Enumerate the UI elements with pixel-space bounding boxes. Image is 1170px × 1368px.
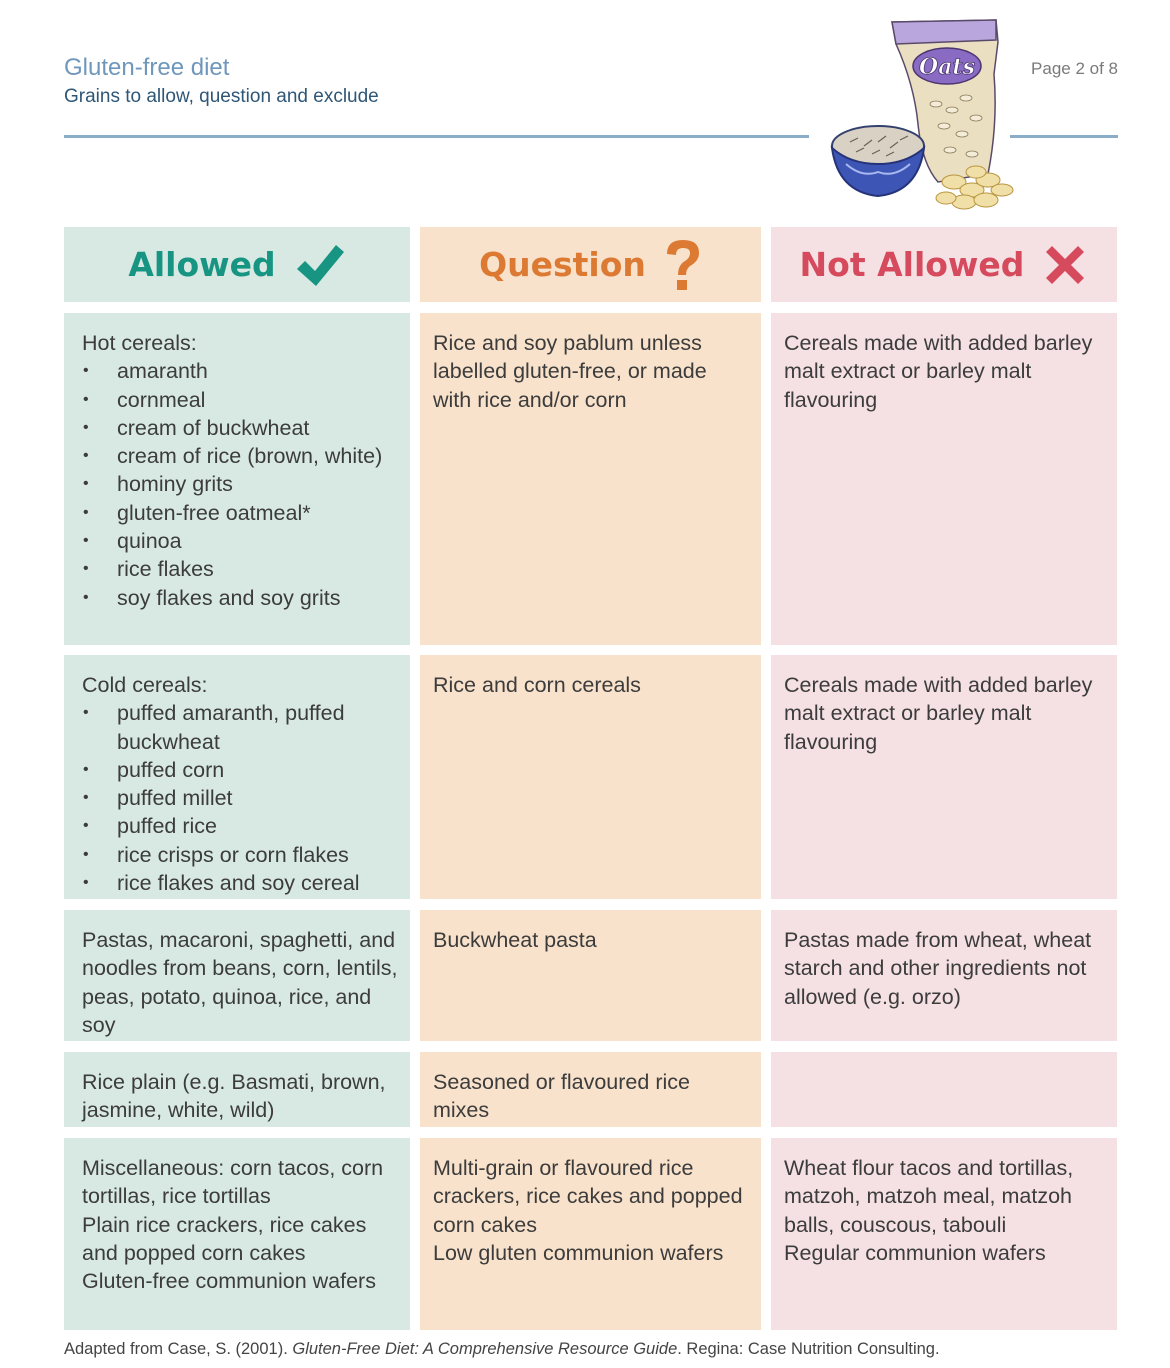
cold-cereals-heading: Cold cereals: xyxy=(82,673,208,697)
cell-line: Miscellaneous: corn tacos, corn tortillas, rice tortillas xyxy=(82,1156,384,1209)
row-3-not-allowed-cell: Pastas made from wheat, wheat starch and other ingredients not allowed (e.g. orzo) xyxy=(771,910,1117,1041)
row-5-allowed-cell xyxy=(64,1138,410,1330)
cell-line: Regular communion wafers xyxy=(784,1240,1046,1265)
hot-cereals-heading: Hot cereals: xyxy=(82,331,197,355)
citation-text: Adapted from Case, S. (2001). xyxy=(64,1340,293,1358)
row-1-not-allowed-cell: Cereals made with added barley malt extract or barley malt flavouring xyxy=(771,313,1117,645)
row-4-question-cell: Seasoned or flavoured rice mixes xyxy=(420,1052,761,1127)
cross-icon xyxy=(1042,242,1088,288)
row-5-question-cell xyxy=(420,1138,761,1330)
oats-illustration xyxy=(826,14,1022,214)
cell-line: Plain rice crackers, rice cakes and popped corn cakes xyxy=(82,1212,367,1265)
row-4-allowed-cell: Rice plain (e.g. Basmati, brown, jasmine, white, wild) xyxy=(64,1052,410,1127)
list-item: • gluten-free oatmeal* xyxy=(82,499,398,527)
citation-book-title: Gluten-Free Diet: A Comprehensive Resource Guide xyxy=(292,1340,678,1358)
cell-line: Multi-grain or flavoured rice crackers, rice cakes and popped corn cakes xyxy=(433,1156,743,1237)
column-header-allowed xyxy=(64,227,410,302)
hot-cereals-list xyxy=(82,357,398,612)
document-subtitle: Grains to allow, question and exclude xyxy=(64,86,379,107)
column-title-not-allowed: Not Allowed xyxy=(799,245,1025,284)
row-1-allowed-cell xyxy=(64,313,410,645)
list-item: • cornmeal xyxy=(82,386,398,414)
header-rule-left xyxy=(64,135,809,138)
list-item: • cream of buckwheat xyxy=(82,414,398,442)
oats-label: Oats xyxy=(919,54,975,80)
column-title-question: Question xyxy=(479,245,646,284)
row-3-question-cell: Buckwheat pasta xyxy=(420,910,761,1041)
list-item: • soy flakes and soy grits xyxy=(82,584,398,612)
header-rule-right xyxy=(1010,135,1118,138)
column-header-question xyxy=(420,227,761,302)
list-item: • puffed corn xyxy=(82,756,398,784)
row-2-question-cell: Rice and corn cereals xyxy=(420,655,761,899)
checkmark-icon xyxy=(294,241,346,289)
list-item: • rice flakes xyxy=(82,555,398,583)
source-citation xyxy=(64,1340,940,1359)
list-item: • rice flakes and soy cereal xyxy=(82,869,398,897)
cell-line: Wheat flour tacos and tortillas, matzoh, matzoh meal, matzoh balls, couscous, tabouli xyxy=(784,1156,1074,1237)
page-number: Page 2 of 8 xyxy=(1031,59,1118,78)
row-3-allowed-cell: Pastas, macaroni, spaghetti, and noodles from beans, corn, lentils, peas, potato, quinoa, rice, and soy xyxy=(64,910,410,1041)
list-item: • puffed millet xyxy=(82,784,398,812)
list-item: • puffed amaranth, puffed buckwheat xyxy=(82,699,398,756)
cell-line: Low gluten communion wafers xyxy=(433,1240,724,1265)
list-item: • puffed rice xyxy=(82,812,398,840)
row-1-question-cell: Rice and soy pablum unless labelled gluten-free, or made with rice and/or corn xyxy=(420,313,761,645)
list-item: • quinoa xyxy=(82,527,398,555)
citation-publisher: . Regina: Case Nutrition Consulting. xyxy=(677,1340,940,1358)
column-header-not-allowed xyxy=(771,227,1117,302)
cold-cereals-list xyxy=(82,699,398,897)
list-item: • hominy grits xyxy=(82,470,398,498)
row-2-not-allowed-cell: Cereals made with added barley malt extract or barley malt flavouring xyxy=(771,655,1117,899)
list-item: • cream of rice (brown, white) xyxy=(82,442,398,470)
row-5-not-allowed-cell xyxy=(771,1138,1117,1330)
list-item: • rice crisps or corn flakes xyxy=(82,841,398,869)
list-item: • amaranth xyxy=(82,357,398,385)
question-mark-icon xyxy=(664,238,702,292)
column-title-allowed: Allowed xyxy=(128,245,276,284)
row-4-not-allowed-cell xyxy=(771,1052,1117,1127)
row-2-allowed-cell xyxy=(64,655,410,899)
cell-line: Gluten-free communion wafers xyxy=(82,1269,376,1294)
document-title: Gluten-free diet xyxy=(64,54,230,81)
